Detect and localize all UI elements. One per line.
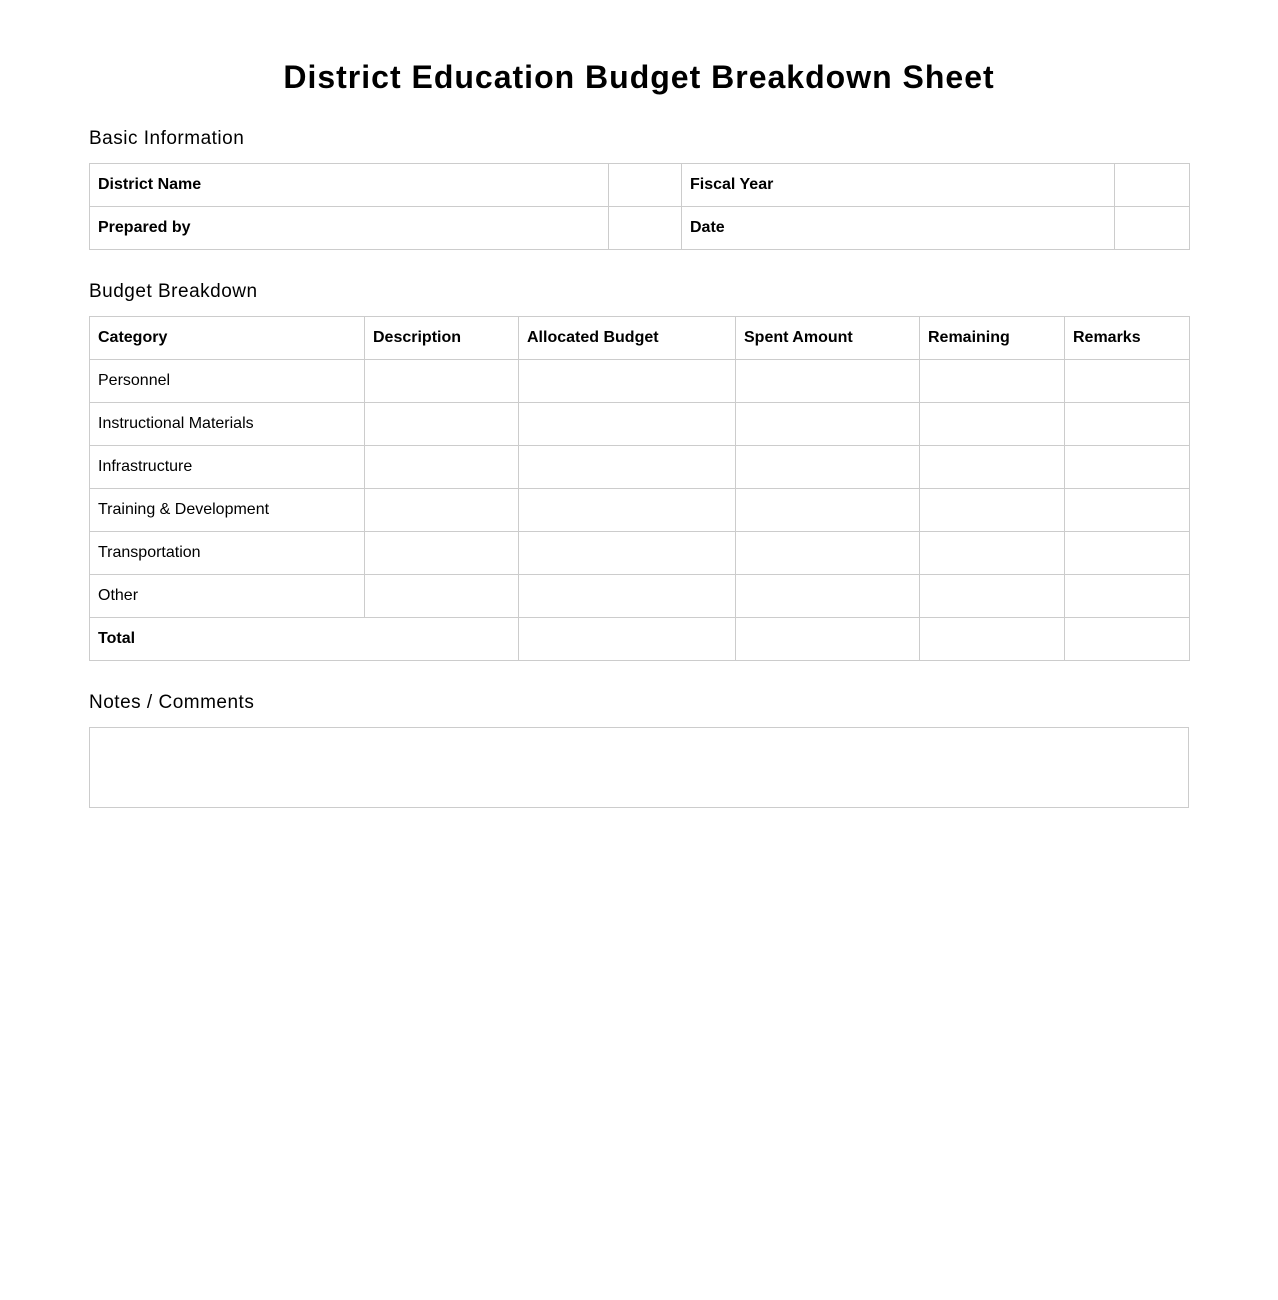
allocated-cell[interactable] [519,532,736,575]
spent-cell[interactable] [736,575,920,618]
category-cell: Training & Development [90,489,365,532]
fiscal-year-field[interactable] [1115,164,1190,207]
description-cell[interactable] [365,532,519,575]
description-cell[interactable] [365,403,519,446]
remarks-cell[interactable] [1065,575,1190,618]
date-label: Date [682,207,1115,250]
category-cell: Instructional Materials [90,403,365,446]
description-cell[interactable] [365,446,519,489]
remaining-cell[interactable] [920,360,1065,403]
remaining-cell[interactable] [920,403,1065,446]
total-remarks-cell[interactable] [1065,618,1190,661]
column-header-spent: Spent Amount [736,317,920,360]
table-row [90,403,1190,446]
prepared-by-label: Prepared by [90,207,609,250]
fiscal-year-label: Fiscal Year [682,164,1115,207]
total-row [90,618,1190,661]
remaining-cell[interactable] [920,575,1065,618]
table-row [90,446,1190,489]
spent-cell[interactable] [736,360,920,403]
column-header-category: Category [90,317,365,360]
allocated-cell[interactable] [519,575,736,618]
notes-textarea[interactable] [89,727,1189,808]
spent-cell[interactable] [736,403,920,446]
district-name-label: District Name [90,164,609,207]
category-cell: Transportation [90,532,365,575]
spent-cell[interactable] [736,532,920,575]
allocated-cell[interactable] [519,446,736,489]
allocated-cell[interactable] [519,360,736,403]
remarks-cell[interactable] [1065,489,1190,532]
column-header-allocated: Allocated Budget [519,317,736,360]
remaining-cell[interactable] [920,532,1065,575]
basic-info-row-prepared [90,207,1190,250]
total-allocated-cell[interactable] [519,618,736,661]
description-cell[interactable] [365,489,519,532]
date-field[interactable] [1115,207,1190,250]
total-spent-cell[interactable] [736,618,920,661]
column-header-description: Description [365,317,519,360]
spent-cell[interactable] [736,446,920,489]
remarks-cell[interactable] [1065,532,1190,575]
remaining-cell[interactable] [920,446,1065,489]
basic-info-table [89,163,1190,250]
budget-table [89,316,1190,661]
table-row [90,489,1190,532]
total-remaining-cell[interactable] [920,618,1065,661]
budget-header-row [90,317,1190,360]
category-cell: Other [90,575,365,618]
remarks-cell[interactable] [1065,360,1190,403]
remarks-cell[interactable] [1065,446,1190,489]
district-name-field[interactable] [609,164,682,207]
allocated-cell[interactable] [519,403,736,446]
category-cell: Personnel [90,360,365,403]
description-cell[interactable] [365,575,519,618]
budget-breakdown-heading: Budget Breakdown [89,281,258,302]
category-cell: Infrastructure [90,446,365,489]
table-row [90,575,1190,618]
prepared-by-field[interactable] [609,207,682,250]
basic-info-heading: Basic Information [89,128,245,149]
table-row [90,532,1190,575]
total-label: Total [90,618,519,661]
spent-cell[interactable] [736,489,920,532]
notes-heading: Notes / Comments [89,692,255,713]
page-title: District Education Budget Breakdown Sheet [283,59,995,95]
remarks-cell[interactable] [1065,403,1190,446]
column-header-remarks: Remarks [1065,317,1190,360]
description-cell[interactable] [365,360,519,403]
remaining-cell[interactable] [920,489,1065,532]
table-row [90,360,1190,403]
allocated-cell[interactable] [519,489,736,532]
basic-info-row-district [90,164,1190,207]
column-header-remaining: Remaining [920,317,1065,360]
